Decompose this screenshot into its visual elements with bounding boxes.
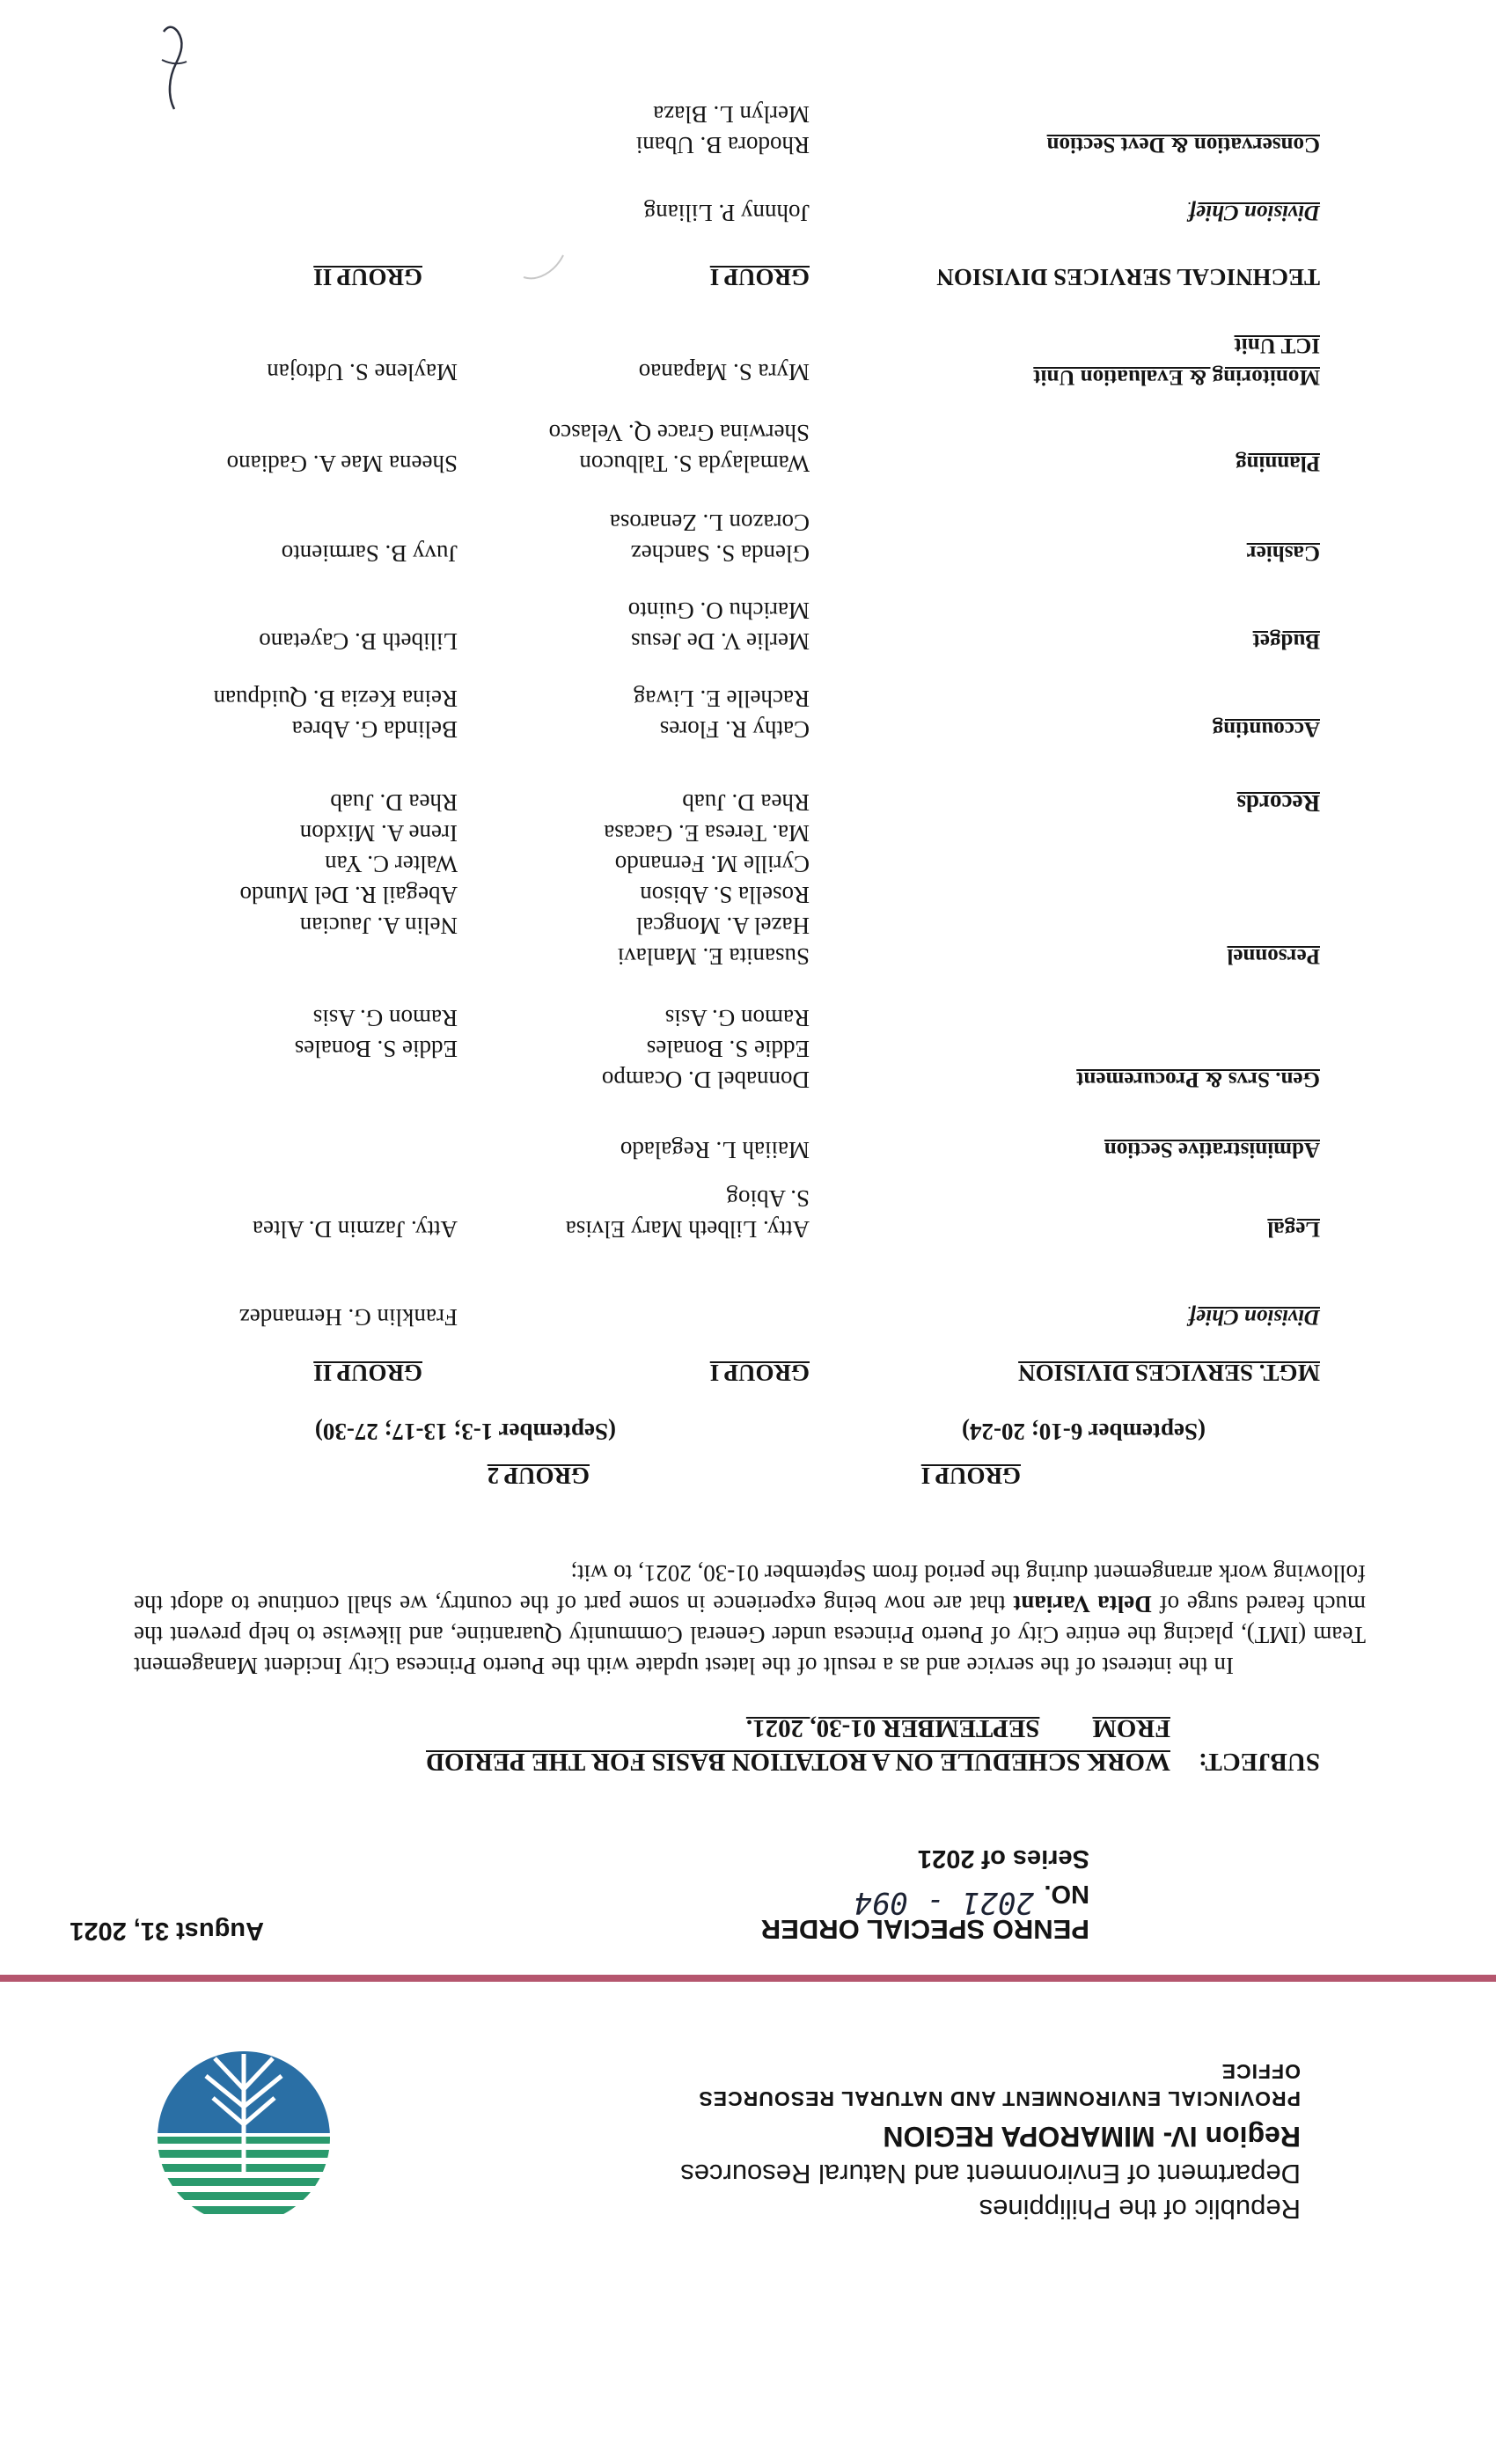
letterhead-department: Department of Environment and Natural Resources (680, 2159, 1301, 2189)
name: Wamalayda S. Talbucon (579, 451, 810, 477)
name: Glenda S. Sanchez (630, 540, 810, 567)
name: Donnabel D. Ocampo (601, 1067, 810, 1093)
letterhead-office: PROVINCIAL ENVIRONMENT AND NATURAL RESOURCES OFFICE (698, 2060, 1301, 2110)
tech-division-title: TECHNICAL SERVICES DIVISION (936, 264, 1320, 290)
subject-line-2 (746, 1713, 1170, 1742)
tech-group2-title: GROUP II (313, 264, 422, 290)
name: Myra S. Mapanao (638, 359, 810, 385)
name: Nelin A. Jaucian (299, 913, 458, 939)
section-planning: Planning (1236, 451, 1320, 475)
section-administrative: Administrative Section (1104, 1138, 1320, 1162)
body-text-before: In the interest of the service and as a result of the latest update with the Puerto Princesa City Incident Management Team (IMT), placing the entire City of Puerto Princesa under General Community Quarantine, and likewise to help prevent the much feared surge of (134, 1591, 1366, 1679)
name: Merlie V. De Jesus (631, 628, 810, 655)
name: Sherwina Grace Q. Velasco (548, 420, 810, 446)
tech-section-conservation: Conservation & Devt Section (1046, 133, 1320, 157)
name: Lilibeth B. Cayetano (259, 628, 458, 655)
name: Sheena Mae A. Gadiano (226, 451, 458, 477)
section-personnel: Personnel (1227, 944, 1320, 968)
name: Corazon L. Zenarosa (609, 510, 810, 536)
section-gen-services: Gen. Srvs & Procurement (1076, 1067, 1320, 1091)
subject-line-1: WORK SCHEDULE ON A ROTATION BASIS FOR THE PERIOD (426, 1748, 1170, 1776)
group1-dates: (September 6-10; 20-24) (962, 1419, 1206, 1445)
group2-dates: (September 1-3; 13-17; 27-30) (314, 1419, 616, 1445)
body-text-after: that are now being experience in some part of the country, we shall continue to adopt the following work arrangement during the period from September 01-30, 2021, to wit; (133, 1560, 1366, 1617)
section-records: Records (1236, 790, 1320, 817)
name: Juvy B. Sarmiento (281, 540, 458, 567)
name: Atty. Jazmin D. Altea (253, 1216, 458, 1243)
name: Rosella S. Abison (640, 882, 810, 908)
tech-group1-title: GROUP I (709, 264, 810, 290)
order-number-handwritten: 2021 - 094 (854, 1885, 1034, 1920)
name: Marichu O. Guinto (627, 598, 810, 624)
section-budget: Budget (1252, 629, 1320, 653)
group1-heading: GROUP I (920, 1463, 1021, 1489)
subject-label: SUBJECT: (1198, 1748, 1320, 1776)
name: Eddie S. Bonales (294, 1036, 458, 1062)
name: Merlyn L. Blaza (653, 101, 810, 128)
mgt-group2-title: GROUP II (313, 1360, 422, 1386)
order-number-label: NO. (1044, 1880, 1089, 1908)
name: Maiiah L. Regalado (620, 1137, 810, 1163)
name: Susanita E. Manlavi (617, 943, 810, 970)
name: Atty. Lilbeth Mary Elvisa (565, 1216, 810, 1243)
name: Cyrille M. Fernando (614, 851, 810, 877)
name: Johnny P. Liliang (643, 200, 810, 226)
name: Reina Kezia B. Quidpuan (213, 686, 458, 712)
section-monitoring-evaluation: Monitoring & Evaluation Unit (1033, 365, 1320, 389)
name: Ramon G. Asis (312, 1005, 458, 1031)
name: Rhea D. Juab (682, 789, 810, 816)
initial-signature (158, 16, 194, 113)
section-ict-unit: ICT Unit (1234, 334, 1320, 357)
body-paragraph (134, 1558, 1366, 1681)
body-text-bold: Delta Variant (1013, 1591, 1152, 1617)
name: Ma. Teresa E. Gacasa (604, 820, 810, 847)
name: Eddie S. Bonales (646, 1036, 810, 1062)
name: Hazel A. Mongcal (635, 913, 810, 939)
group2-heading: GROUP 2 (487, 1463, 590, 1489)
mgt-division-title: MGT. SERVICES DIVISION (1018, 1360, 1320, 1386)
name: Franklin G. Hernandez (238, 1304, 458, 1331)
scan-artifact (519, 246, 572, 299)
name: Rhea D. Juab (330, 789, 458, 816)
mgt-group1-title: GROUP I (709, 1360, 810, 1386)
letterhead-region: Region IV- MIMAROPA REGION (883, 2121, 1301, 2152)
subject-range: SEPTEMBER 01-30, 2021. (745, 1714, 1040, 1742)
section-accounting: Accounting (1212, 717, 1320, 741)
name: S. Abiog (726, 1185, 810, 1212)
letterhead-divider (0, 1975, 1496, 1982)
section-cashier: Cashier (1246, 541, 1320, 565)
order-date: August 31, 2021 (70, 1917, 264, 1945)
name: Irene A. Mixdon (299, 820, 458, 847)
subject-from: FROM (1092, 1714, 1170, 1742)
tech-section-division-chief: Division Chief (1188, 201, 1320, 224)
order-series: Series of 2021 (917, 1844, 1089, 1873)
letterhead-republic: Republic of the Philippines (979, 2194, 1301, 2225)
name: Belinda G. Abrea (291, 716, 458, 743)
name: Walter C. Yan (325, 851, 458, 877)
name: Maylene S. Udtojan (267, 359, 458, 385)
order-title: PENRO SPECIAL ORDER (760, 1914, 1089, 1945)
name: Ramon G. Asis (664, 1005, 810, 1031)
section-division-chief: Division Chief (1188, 1305, 1320, 1329)
name: Rhodora B. Ubani (635, 132, 810, 158)
name: Cathy R. Flores (659, 716, 810, 743)
section-legal: Legal (1267, 1217, 1320, 1241)
name: Abegail R. Del Mundo (239, 882, 458, 908)
name: Rachelle E. Liwag (633, 686, 810, 712)
